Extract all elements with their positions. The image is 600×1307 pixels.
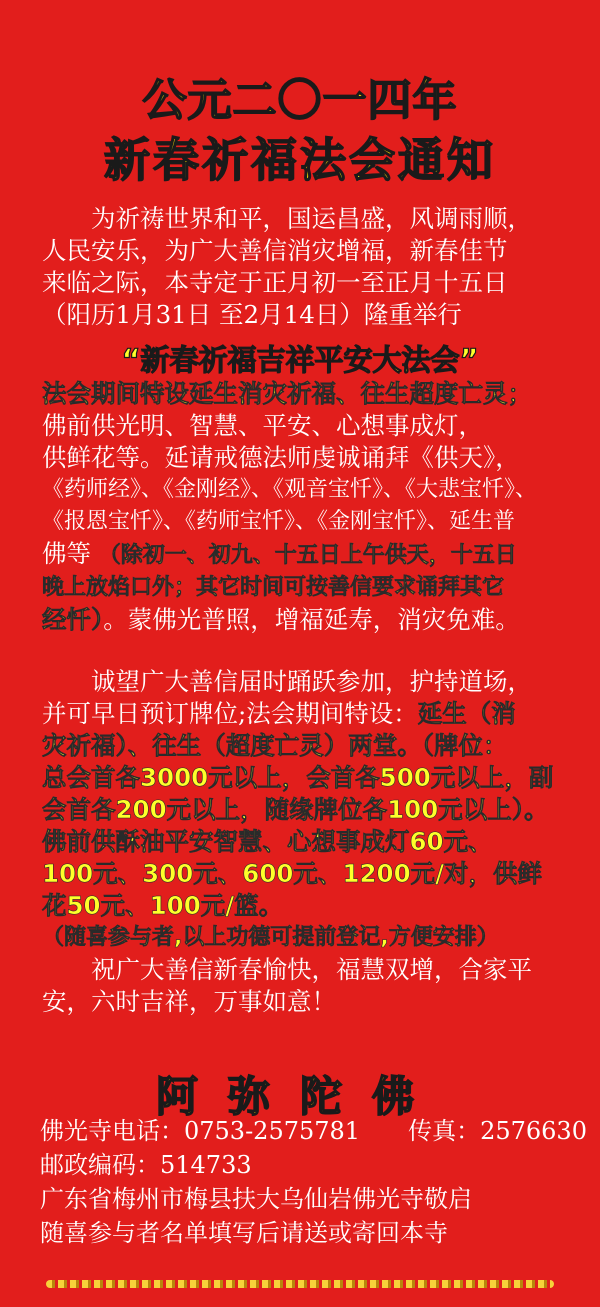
text-line: 《药师经》、《金刚经》、《观音宝忏》、《大悲宝忏》、 bbox=[42, 477, 538, 502]
submission-note: 随喜参与者名单填写后请送或寄回本寺 bbox=[40, 1219, 448, 1247]
paragraph-3 bbox=[42, 666, 562, 1018]
ceremony-banner: “新春祈福吉祥平安大法会” bbox=[121, 343, 479, 377]
decorative-divider bbox=[46, 1280, 554, 1288]
highlight-span: 经忏） bbox=[42, 605, 104, 634]
title-main: 新春祈福法会通知 bbox=[104, 133, 496, 187]
text-line: 来临之际，本寺定于正月初一至正月十五日 bbox=[42, 268, 508, 297]
highlight-line: 法会期间特设延生消灾祈福、往生超度亡灵； bbox=[42, 379, 532, 408]
highlight-line: 佛前供酥油平安智慧、心想事成灯60元、 bbox=[42, 827, 493, 856]
text-line bbox=[42, 604, 562, 636]
highlight-line: 总会首各3000元以上，会首各500元以上，副 bbox=[42, 763, 554, 792]
highlight-line: 花50元、100元/篮。 bbox=[42, 891, 284, 920]
text-line: （阳历1月31日 至2月14日）隆重举行 bbox=[42, 300, 462, 329]
highlight-span: 延生（消 bbox=[417, 699, 516, 728]
postcode-line: 邮政编码：514733 bbox=[40, 1151, 252, 1179]
text-line bbox=[42, 698, 562, 730]
highlight-span: （除初一、初九、十五日上午供天，十五日 bbox=[98, 543, 517, 568]
text-line: 佛前供光明、智慧、平安、心想事成灯， bbox=[42, 411, 483, 440]
text-span: 佛等 bbox=[42, 539, 91, 568]
text-line: 为祈祷世界和平，国运昌盛，风调雨顺， bbox=[42, 204, 532, 233]
highlight-line: （随喜参与者,以上功德可提前登记,方便安排） bbox=[42, 925, 499, 950]
phone-line: 佛光寺电话：0753-2575781 传真：2576630 bbox=[40, 1117, 587, 1145]
highlight-line: 会首各200元以上，随缘牌位各100元以上）。 bbox=[42, 795, 549, 824]
highlight-line: 100元、300元、600元、1200元/对，供鲜 bbox=[42, 859, 543, 888]
text-line: 安，六时吉祥，万事如意！ bbox=[42, 987, 336, 1016]
contact-info bbox=[40, 1114, 587, 1250]
title-year: 公元二〇一四年 bbox=[142, 75, 458, 126]
paragraph-2 bbox=[42, 378, 562, 636]
text-line: 诚望广大善信届时踊跃参加，护持道场， bbox=[42, 667, 532, 696]
text-line: 祝广大善信新春愉快，福慧双增，合家平 bbox=[42, 955, 532, 984]
text-line: 人民安乐，为广大善信消灾增福，新春佳节 bbox=[42, 236, 508, 265]
text-line: 供鲜花等。延请戒德法师虔诚诵拜《供天》， bbox=[42, 443, 520, 472]
text-line: 《报恩宝忏》、《药师宝忏》、《金刚宝忏》、延生普 bbox=[42, 509, 516, 534]
text-line bbox=[42, 538, 562, 572]
text-span: 。蒙佛光普照，增福延寿，消灾免难。 bbox=[103, 605, 520, 634]
paragraph-1 bbox=[42, 203, 562, 331]
highlight-line: 晚上放焰口外；其它时间可按善信要求诵拜其它 bbox=[42, 575, 505, 600]
amitabha-heading: 阿弥陀佛 bbox=[155, 1072, 444, 1121]
text-span: 并可早日预订牌位;法会期间特设： bbox=[42, 699, 418, 728]
address-line: 广东省梅州市梅县扶大乌仙岩佛光寺敬启 bbox=[40, 1185, 472, 1213]
highlight-line: 灾祈福）、往生（超度亡灵）两堂。（牌位： bbox=[42, 731, 508, 760]
